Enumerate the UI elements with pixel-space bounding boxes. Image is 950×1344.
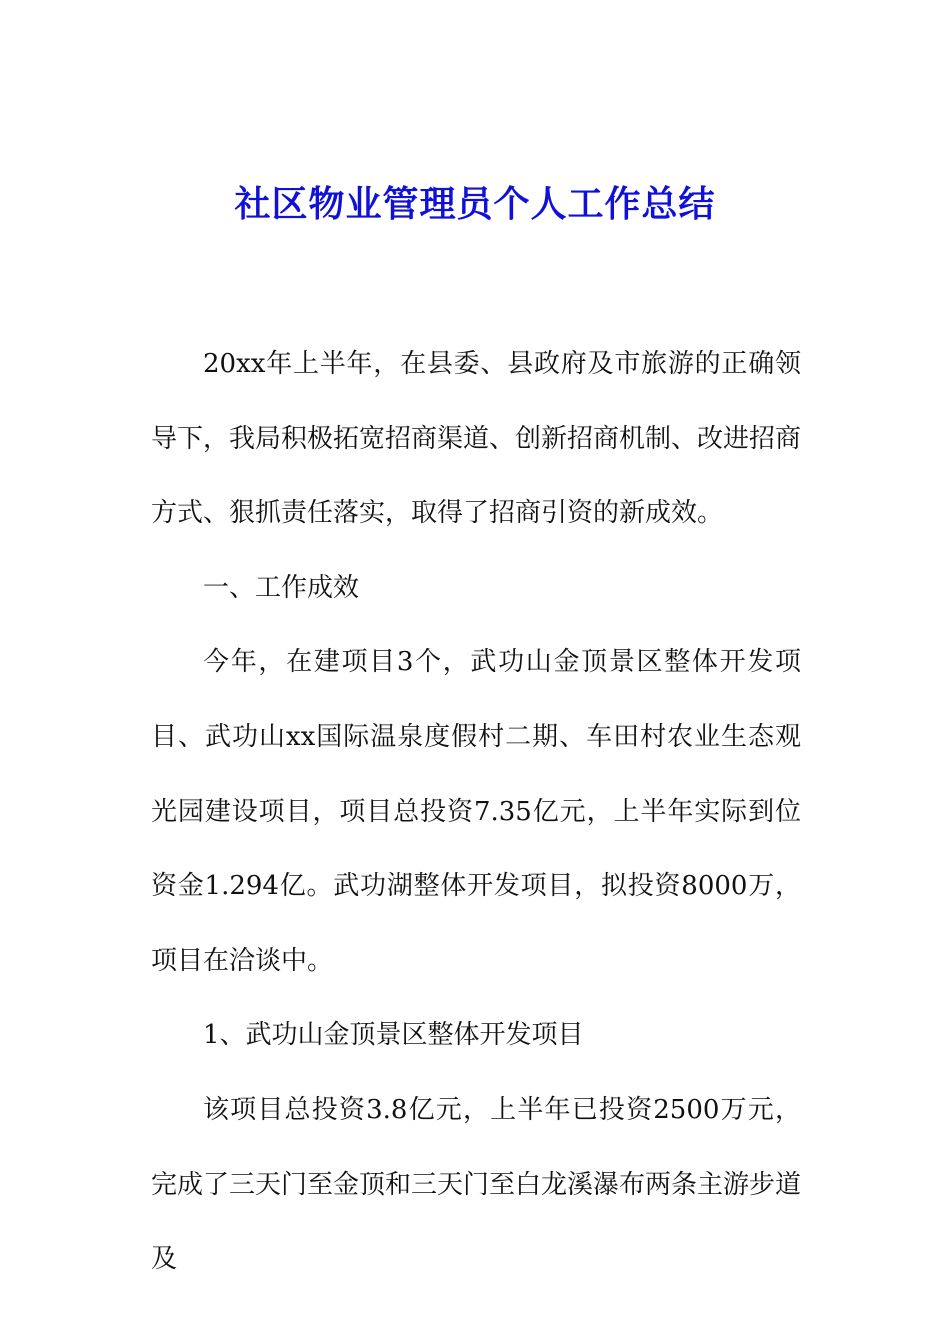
paragraph-intro: 20xx年上半年，在县委、县政府及市旅游的正确领导下，我局积极拓宽招商渠道、创新招商机制、改进招商方式、狠抓责任落实，取得了招商引资的新成效。 bbox=[151, 349, 802, 529]
paragraph-jinding-project-detail: 该项目总投资3.8亿元，上半年已投资2500万元，完成了三天门至金顶和三天门至白龙溪瀑布两条主游步道及 bbox=[151, 1094, 802, 1275]
document-body bbox=[151, 327, 801, 1297]
document-title: 社区物业管理员个人工作总结 bbox=[234, 183, 716, 225]
subsection-heading-jinding-project: 1、武功山金顶景区整体开发项目 bbox=[203, 1020, 584, 1051]
paragraph-projects-overview: 今年，在建项目3个，武功山金顶景区整体开发项目、武功山xx国际温泉度假村二期、车田村农业生态观光园建设项目，项目总投资7.35亿元，上半年实际到位资金1.294亿。武功湖整体开发项目，拟投资8000万，项目在洽谈中。 bbox=[151, 647, 801, 976]
section-heading-work-results: 一、工作成效 bbox=[203, 572, 360, 603]
